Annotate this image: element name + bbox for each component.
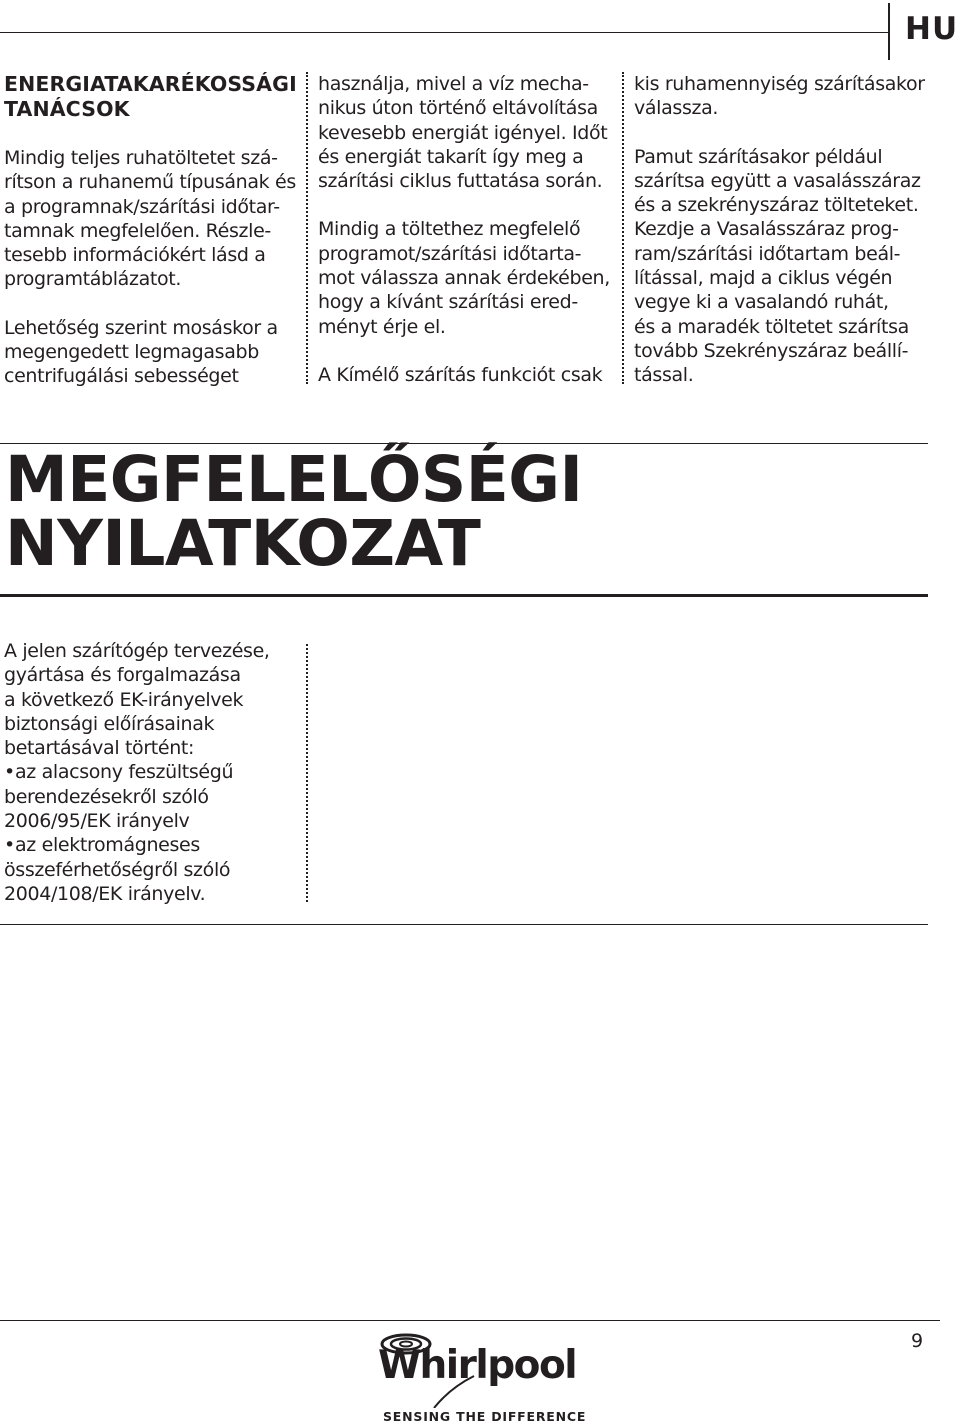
bullet-item: az elektromágneses xyxy=(15,834,200,857)
language-tag: HU xyxy=(905,11,959,47)
text-line: programot/szárítási időtarta- xyxy=(318,242,582,265)
brand-wordmark: Whirlpool xyxy=(378,1343,577,1388)
whirlpool-logo xyxy=(376,1332,577,1412)
text-line: és a szekrényszáraz tölteteket. xyxy=(634,194,919,217)
text-line: 2004/108/EK irányelv. xyxy=(4,882,206,905)
top-rule xyxy=(0,32,888,33)
brand-tagline: SENSING THE DIFFERENCE xyxy=(383,1409,587,1424)
bullet-marker: • xyxy=(4,834,15,857)
column-divider xyxy=(306,72,308,384)
tip-paragraph xyxy=(634,145,934,388)
text-line: ram/szárítási időtartam beál- xyxy=(634,242,901,265)
text-line: megengedett legmagasabb xyxy=(4,341,259,364)
text-line: Mindig a töltethez megfelelő xyxy=(318,218,581,241)
lang-tab-divider xyxy=(888,3,890,60)
title-underline xyxy=(0,594,928,597)
title-line: NYILATKOZAT xyxy=(5,507,481,580)
text-line: mot válassza annak érdekében, xyxy=(318,267,610,290)
text-line: Kezdje a Vasalásszáraz prog- xyxy=(634,218,899,241)
energy-tips-column-2 xyxy=(318,72,614,387)
text-line: hogy a kívánt szárítási ered- xyxy=(318,291,578,314)
heading-line: ENERGIATAKARÉKOSSÁGI xyxy=(4,72,297,96)
energy-tips-column-3 xyxy=(634,72,934,388)
energy-tips-column-1 xyxy=(4,72,300,389)
text-line: nikus úton történő eltávolítása xyxy=(318,97,598,120)
text-line: szárítási ciklus futtatása során. xyxy=(318,170,603,193)
text-line: kevesebb energiát igényel. Időt xyxy=(318,121,608,144)
tip-paragraph xyxy=(4,316,300,389)
text-line: biztonsági előírásainak xyxy=(4,712,215,735)
text-line: programtáblázatot. xyxy=(4,268,182,291)
text-line: A Kímélő szárítás funkciót csak xyxy=(318,363,603,386)
declaration-body xyxy=(4,639,299,906)
text-line: tovább Szekrényszáraz beállí- xyxy=(634,339,909,362)
text-line: lítással, majd a ciklus végén xyxy=(634,267,893,290)
footer-rule xyxy=(0,1320,940,1321)
text-line: Mindig teljes ruhatöltetet szá- xyxy=(4,147,278,169)
bullet-marker: • xyxy=(4,761,15,784)
text-line: a következő EK-irányelvek xyxy=(4,688,244,711)
tip-paragraph xyxy=(318,217,614,338)
bullet-item: az alacsony feszültségű xyxy=(15,761,234,784)
text-line: vegye ki a vasalandó ruhát, xyxy=(634,291,889,314)
page-number: 9 xyxy=(911,1330,924,1352)
text-line: gyártása és forgalmazása xyxy=(4,664,241,687)
text-line: rítson a ruhanemű típusának és xyxy=(4,171,296,194)
text-line: a programnak/szárítási időtar- xyxy=(4,195,280,218)
energy-tips-heading xyxy=(4,72,297,122)
text-line: tesebb információkért lásd a xyxy=(4,244,266,267)
text-line: 2006/95/EK irányelv xyxy=(4,810,190,833)
title-line: MEGFELELŐSÉGI xyxy=(5,443,583,516)
heading-line: TANÁCSOK xyxy=(4,97,130,121)
text-line: A jelen szárítógép tervezése, xyxy=(4,640,270,662)
text-line: és a maradék töltetet szárítsa xyxy=(634,315,909,338)
text-line: Lehetőség szerint mosáskor a xyxy=(4,316,278,339)
text-line: kis ruhamennyiség szárításakor xyxy=(634,73,925,95)
text-line: tással. xyxy=(634,364,694,387)
tip-paragraph xyxy=(318,72,614,193)
tip-paragraph xyxy=(318,363,614,387)
text-line: Pamut szárításakor például xyxy=(634,145,883,168)
text-line: betartásával történt: xyxy=(4,737,195,760)
text-line: válassza. xyxy=(634,97,719,120)
text-line: összeférhetőségről szóló xyxy=(4,858,231,881)
text-line: szárítsa együtt a vasalásszáraz xyxy=(634,169,921,192)
text-line: ményt érje el. xyxy=(318,315,446,338)
text-line: használja, mivel a víz mecha- xyxy=(318,73,589,95)
column-divider xyxy=(306,644,308,902)
tip-paragraph xyxy=(634,72,934,121)
declaration-title xyxy=(5,443,583,580)
text-line: centrifugálási sebességet xyxy=(4,365,239,388)
column-divider xyxy=(622,72,624,384)
tip-paragraph xyxy=(4,146,300,292)
section-end-rule xyxy=(0,924,928,925)
text-line: és energiát takarít így meg a xyxy=(318,145,584,168)
text-line: berendezésekről szóló xyxy=(4,785,209,808)
text-line: tamnak megfelelően. Részle- xyxy=(4,219,271,242)
